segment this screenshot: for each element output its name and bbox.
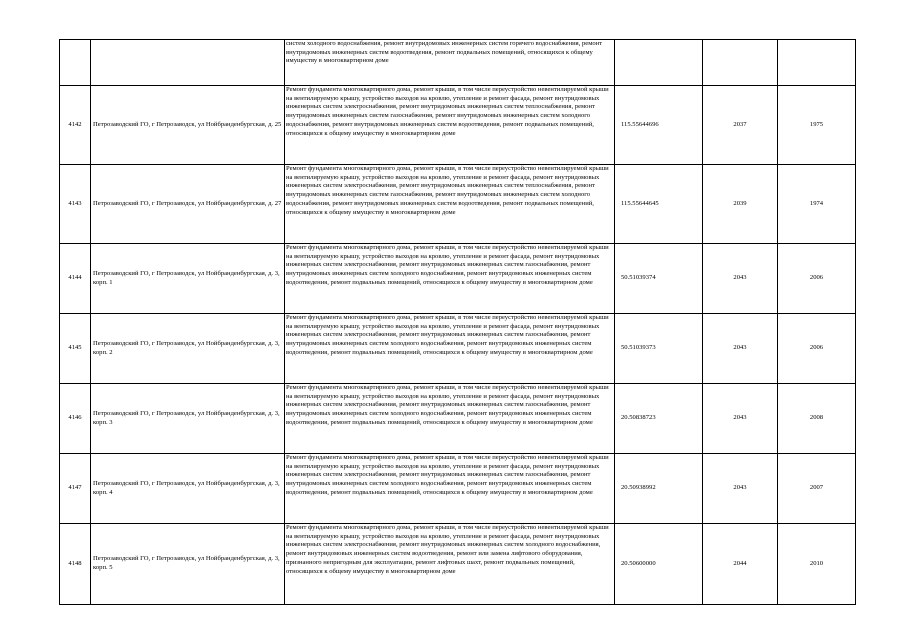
row-works: Ремонт фундамента многоквартирного дома, ремонт крыши, в том числе переустройство невентилируемой крыши на вентилируемую крышу, устройство выходов на кровлю, утепление и ремонт фасада, ремонт внутридомовых инженерных систем электроснабжения, ремонт внутридомовых инженерных систем теплоснабжения, ремонт внутридомовых инженерных систем газоснабжения, ремонт внутридомовых инженерных систем холодного водоснабжения, ремонт внутридомовых инженерных систем водоотведения, ремонт подвальных помещений, относящихся к общему имуществу в многоквартирном доме — [285, 165, 615, 244]
row-address: Петрозаводский ГО, г Петрозаводск, ул Нойбранденбургская, д. 27 — [91, 165, 285, 244]
row-address: Петрозаводский ГО, г Петрозаводск, ул Нойбранденбургская, д. 25 — [91, 86, 285, 165]
row-number: 4143 — [60, 165, 91, 244]
row-works: Ремонт фундамента многоквартирного дома, ремонт крыши, в том числе переустройство невентилируемой крыши на вентилируемую крышу, устройство выходов на кровлю, утепление и ремонт фасада, ремонт внутридомовых инженерных систем электроснабжения, ремонт внутридомовых инженерных систем газоснабжения, ремонт внутридомовых инженерных систем холодного водоснабжения, ремонт внутридомовых инженерных систем водоотведения, ремонт подвальных помещений, относящихся к общему имуществу в многоквартирном доме — [285, 454, 615, 524]
row-plan-year: 2037 — [703, 86, 778, 165]
row-area: 115.55644645 — [615, 165, 703, 244]
row-build-year: 2006 — [778, 314, 856, 384]
row-number: 4144 — [60, 244, 91, 314]
table-row — [60, 244, 856, 314]
capital-repair-table — [59, 39, 856, 605]
row-area: 20.50838723 — [615, 384, 703, 454]
row-build-year: 1975 — [778, 86, 856, 165]
row-number: 4146 — [60, 384, 91, 454]
row-build-year — [778, 40, 856, 86]
row-works: Ремонт фундамента многоквартирного дома, ремонт крыши, в том числе переустройство невентилируемой крыши на вентилируемую крышу, устройство выходов на кровлю, утепление и ремонт фасада, ремонт внутридомовых инженерных систем электроснабжения, ремонт внутридомовых инженерных систем газоснабжения, ремонт внутридомовых инженерных систем холодного водоснабжения, ремонт внутридомовых инженерных систем водоотведения, ремонт подвальных помещений, относящихся к общему имуществу в многоквартирном доме — [285, 314, 615, 384]
row-area — [615, 40, 703, 86]
row-address: Петрозаводский ГО, г Петрозаводск, ул Нойбранденбургская, д. 3, корп. 1 — [91, 244, 285, 314]
row-plan-year: 2043 — [703, 454, 778, 524]
row-works: Ремонт фундамента многоквартирного дома, ремонт крыши, в том числе переустройство невентилируемой крыши на вентилируемую крышу, устройство выходов на кровлю, утепление и ремонт фасада, ремонт внутридомовых инженерных систем электроснабжения, ремонт внутридомовых инженерных систем газоснабжения, ремонт внутридомовых инженерных систем холодного водоснабжения, ремонт внутридомовых инженерных систем водоотведения, ремонт подвальных помещений, относящихся к общему имуществу в многоквартирном доме — [285, 244, 615, 314]
row-plan-year: 2043 — [703, 384, 778, 454]
row-number: 4148 — [60, 524, 91, 605]
table-row — [60, 524, 856, 605]
row-plan-year: 2043 — [703, 244, 778, 314]
row-works: Ремонт фундамента многоквартирного дома, ремонт крыши, в том числе переустройство невентилируемой крыши на вентилируемую крышу, устройство выходов на кровлю, утепление и ремонт фасада, ремонт внутридомовых инженерных систем электроснабжения, ремонт внутридомовых инженерных систем холодного водоснабжения, ремонт внутридомовых инженерных систем водоотведения, ремонт или замена лифтового оборудования, признанного непригодным для эксплуатации, ремонт лифтовых шахт, ремонт подвальных помещений, относящихся к общему имуществу в многоквартирном доме — [285, 524, 615, 605]
row-address: Петрозаводский ГО, г Петрозаводск, ул Нойбранденбургская, д. 3, корп. 2 — [91, 314, 285, 384]
row-number: 4142 — [60, 86, 91, 165]
row-area: 50.51039373 — [615, 314, 703, 384]
row-area: 20.50600000 — [615, 524, 703, 605]
row-plan-year: 2044 — [703, 524, 778, 605]
row-address: Петрозаводский ГО, г Петрозаводск, ул Нойбранденбургская, д. 3, корп. 3 — [91, 384, 285, 454]
row-build-year: 2010 — [778, 524, 856, 605]
row-area: 115.55644696 — [615, 86, 703, 165]
row-number: 4147 — [60, 454, 91, 524]
row-works: Ремонт фундамента многоквартирного дома, ремонт крыши, в том числе переустройство невентилируемой крыши на вентилируемую крышу, устройство выходов на кровлю, утепление и ремонт фасада, ремонт внутридомовых инженерных систем электроснабжения, ремонт внутридомовых инженерных систем газоснабжения, ремонт внутридомовых инженерных систем холодного водоснабжения, ремонт внутридомовых инженерных систем водоотведения, ремонт подвальных помещений, относящихся к общему имуществу в многоквартирном доме — [285, 384, 615, 454]
row-plan-year: 2043 — [703, 314, 778, 384]
table-row — [60, 384, 856, 454]
table-row — [60, 40, 856, 86]
row-build-year: 2008 — [778, 384, 856, 454]
row-build-year: 2006 — [778, 244, 856, 314]
table-row — [60, 86, 856, 165]
row-number: 4145 — [60, 314, 91, 384]
row-area: 50.51039374 — [615, 244, 703, 314]
row-address: Петрозаводский ГО, г Петрозаводск, ул Нойбранденбургская, д. 3, корп. 4 — [91, 454, 285, 524]
row-build-year: 1974 — [778, 165, 856, 244]
row-plan-year — [703, 40, 778, 86]
row-area: 20.50938992 — [615, 454, 703, 524]
row-build-year: 2007 — [778, 454, 856, 524]
row-works: Ремонт фундамента многоквартирного дома, ремонт крыши, в том числе переустройство невентилируемой крыши на вентилируемую крышу, устройство выходов на кровлю, утепление и ремонт фасада, ремонт внутридомовых инженерных систем электроснабжения, ремонт внутридомовых инженерных систем теплоснабжения, ремонт внутридомовых инженерных систем газоснабжения, ремонт внутридомовых инженерных систем холодного водоснабжения, ремонт внутридомовых инженерных систем водоотведения, ремонт подвальных помещений, относящихся к общему имуществу в многоквартирном доме — [285, 86, 615, 165]
row-address: Петрозаводский ГО, г Петрозаводск, ул Нойбранденбургская, д. 3, корп. 5 — [91, 524, 285, 605]
row-works: систем холодного водоснабжения, ремонт внутридомовых инженерных систем горячего водоснабжения, ремонт внутридомовых инженерных систем водоотведения, ремонт подвальных помещений, относящихся к общему имуществу в многоквартирном доме — [285, 40, 615, 86]
table-row — [60, 454, 856, 524]
table-row — [60, 314, 856, 384]
row-number — [60, 40, 91, 86]
row-plan-year: 2039 — [703, 165, 778, 244]
row-address — [91, 40, 285, 86]
table-row — [60, 165, 856, 244]
